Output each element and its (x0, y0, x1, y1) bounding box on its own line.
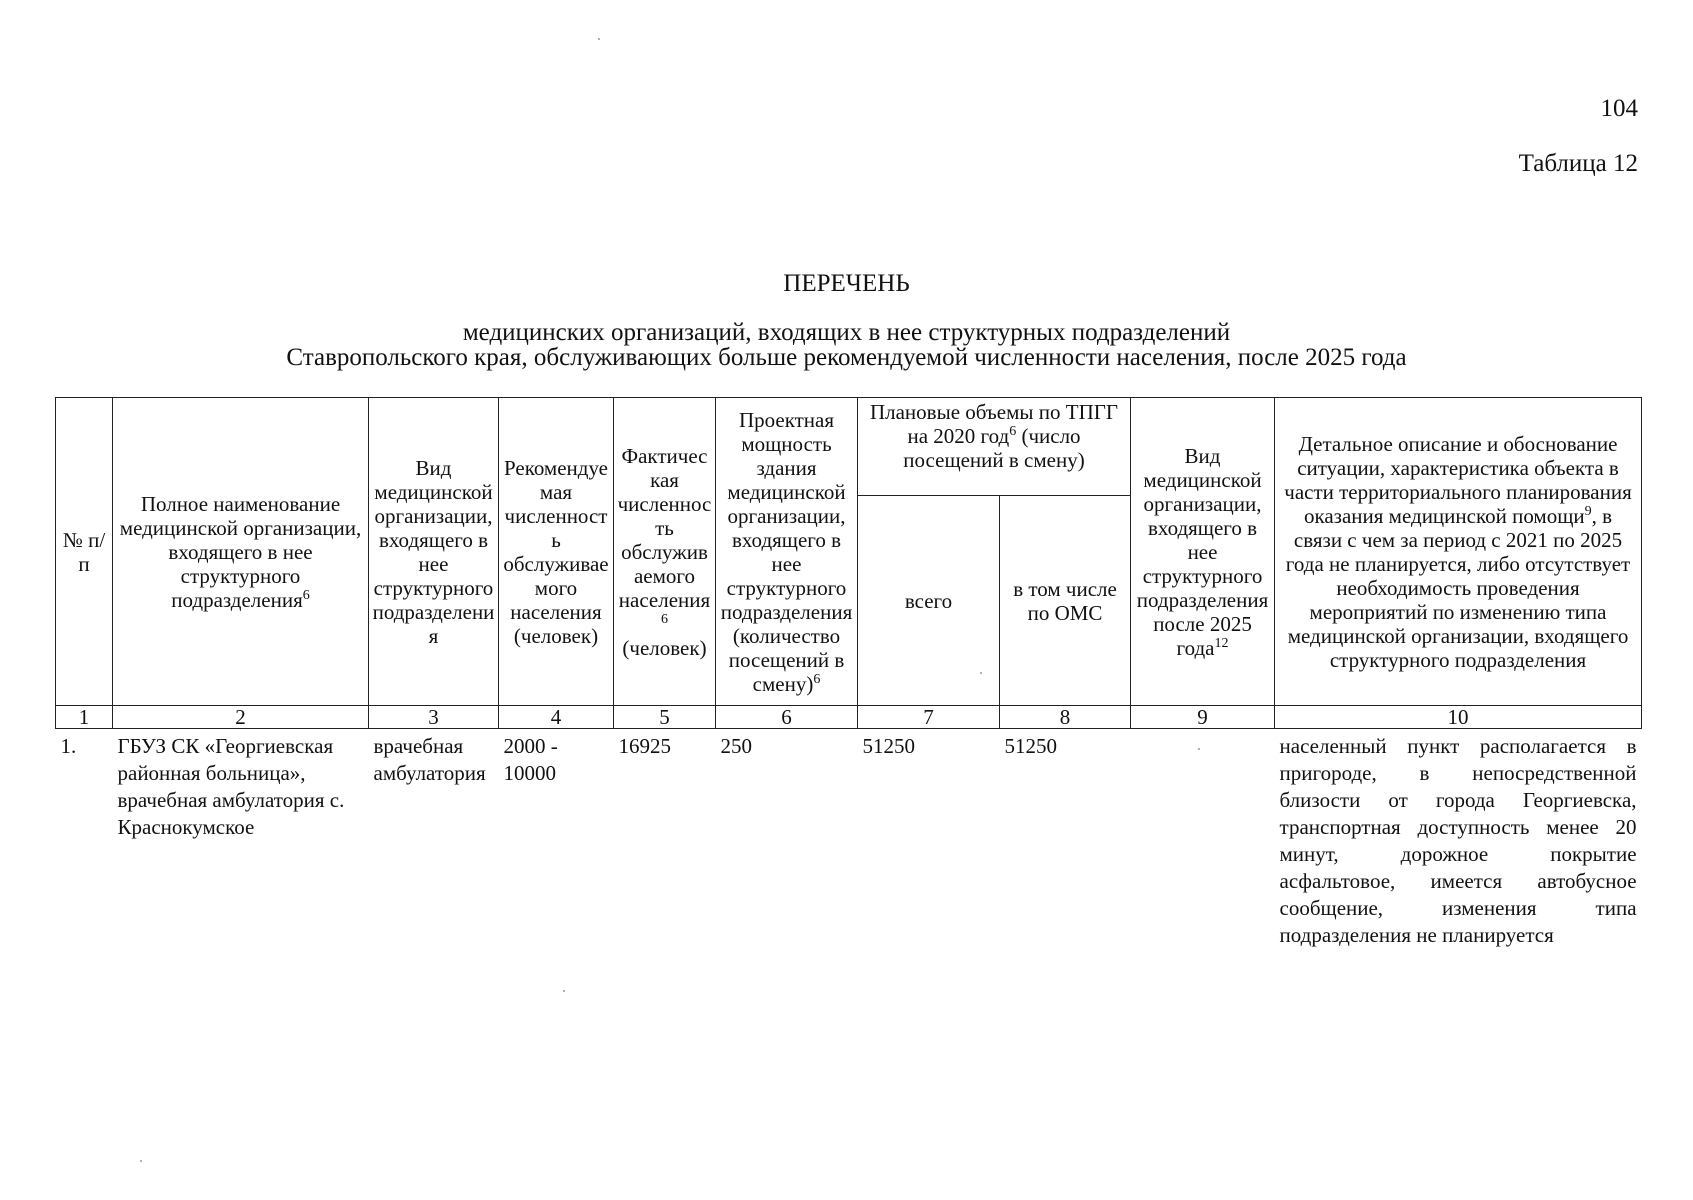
header-col-oms: в том числе по ОМС (1000, 496, 1131, 706)
subtitle-line-2: Ставропольского края, обслуживающих больше рекомендуемой численности населения, после 2025 года (286, 344, 1407, 371)
page-number: 104 (1600, 95, 1638, 122)
header-group-planned-volumes: Плановые объемы по ТПГГ на 2020 год$^6$ (число посещений в смену) (858, 398, 1131, 496)
footnote-mark: 6 (661, 611, 668, 627)
column-number: 6 (716, 706, 858, 729)
cell-type: врачебная амбулатория (373, 734, 486, 785)
table-label: Таблица 12 (1518, 150, 1638, 177)
column-number: 4 (499, 706, 614, 729)
header-col-type-after-2025: Вид медицинской организации, входящего в нее структурного подразделения после 2025 года$^{12}$ (1131, 398, 1275, 706)
cell-oms: 51250 (1004, 734, 1057, 758)
header-col-description: Детальное описание и обоснование ситуации, характеристика объекта в части территориального планирования оказания медицинской помощи$^9$, в связи с чем за период с 2021 по 2025 года не планируется, либо отсутствует необходимость проведения мероприятий по изменению типа медицинской организации, входящего структурного подразделения (1275, 398, 1642, 706)
footnote-mark: 9 (1584, 503, 1592, 519)
scan-speck (598, 38, 600, 40)
footnote-mark: 12 (1214, 635, 1229, 651)
header-col-total: всего (858, 496, 1000, 706)
scan-speck (563, 990, 565, 992)
subtitle-line-1: медицинских организаций, входящих в нее структурных подразделений (462, 319, 1231, 346)
footnote-mark: 6 (302, 587, 310, 603)
cell-name: ГБУЗ СК «Георгиевская районная больница», врачебная амбулатория с. Краснокумское (117, 734, 345, 839)
cell-recommended: 2000 - 10000 (503, 734, 558, 785)
cell-capacity: 250 (720, 734, 752, 758)
document-title: ПЕРЕЧЕНЬ (783, 270, 910, 297)
column-number: 1 (56, 706, 113, 729)
table-row (56, 729, 1642, 950)
header-col-recommended: Рекомендуемая численность обслуживаемого населения (человек) (499, 398, 614, 706)
cell-total: 51250 (862, 734, 915, 758)
header-col-name: Полное наименование медицинской организации, входящего в нее структурного подразделения$^6$ (113, 398, 369, 706)
scan-speck (1198, 748, 1200, 750)
document-subtitle (50, 320, 1643, 370)
column-number: 7 (858, 706, 1000, 729)
footnote-mark: 6 (813, 671, 821, 687)
cell-description: населенный пункт располагается в пригороде, в непосредственной близости от города Георгиевска, транспортная доступность менее 20 минут, дорожное покрытие асфальтовое, имеется автобусное сообщение, изменения типа подразделения не планируется (1279, 734, 1637, 947)
header-col-type: Вид медицинской организации, входящего в нее структурного подразделения (369, 398, 499, 706)
header-col-number: № п/п (56, 398, 113, 706)
scan-speck (980, 672, 982, 674)
column-number: 9 (1131, 706, 1275, 729)
footnote-mark: 6 (1009, 424, 1017, 439)
cell-type-after-2025 (1131, 729, 1275, 950)
column-number: 2 (113, 706, 369, 729)
cell-number: 1. (60, 734, 77, 758)
cell-actual: 16925 (618, 734, 671, 758)
column-number: 5 (614, 706, 716, 729)
column-number: 10 (1275, 706, 1642, 729)
column-number: 8 (1000, 706, 1131, 729)
scan-speck (140, 1160, 142, 1162)
header-col-capacity: Проектная мощность здания медицинской организации, входящего в нее структурного подразделения (количество посещений в смену)$^6$ (716, 398, 858, 706)
header-col-actual: Фактическая численность обслуживаемого населения$^6$ (человек) (614, 398, 716, 706)
column-number: 3 (369, 706, 499, 729)
organizations-table (55, 397, 1642, 949)
